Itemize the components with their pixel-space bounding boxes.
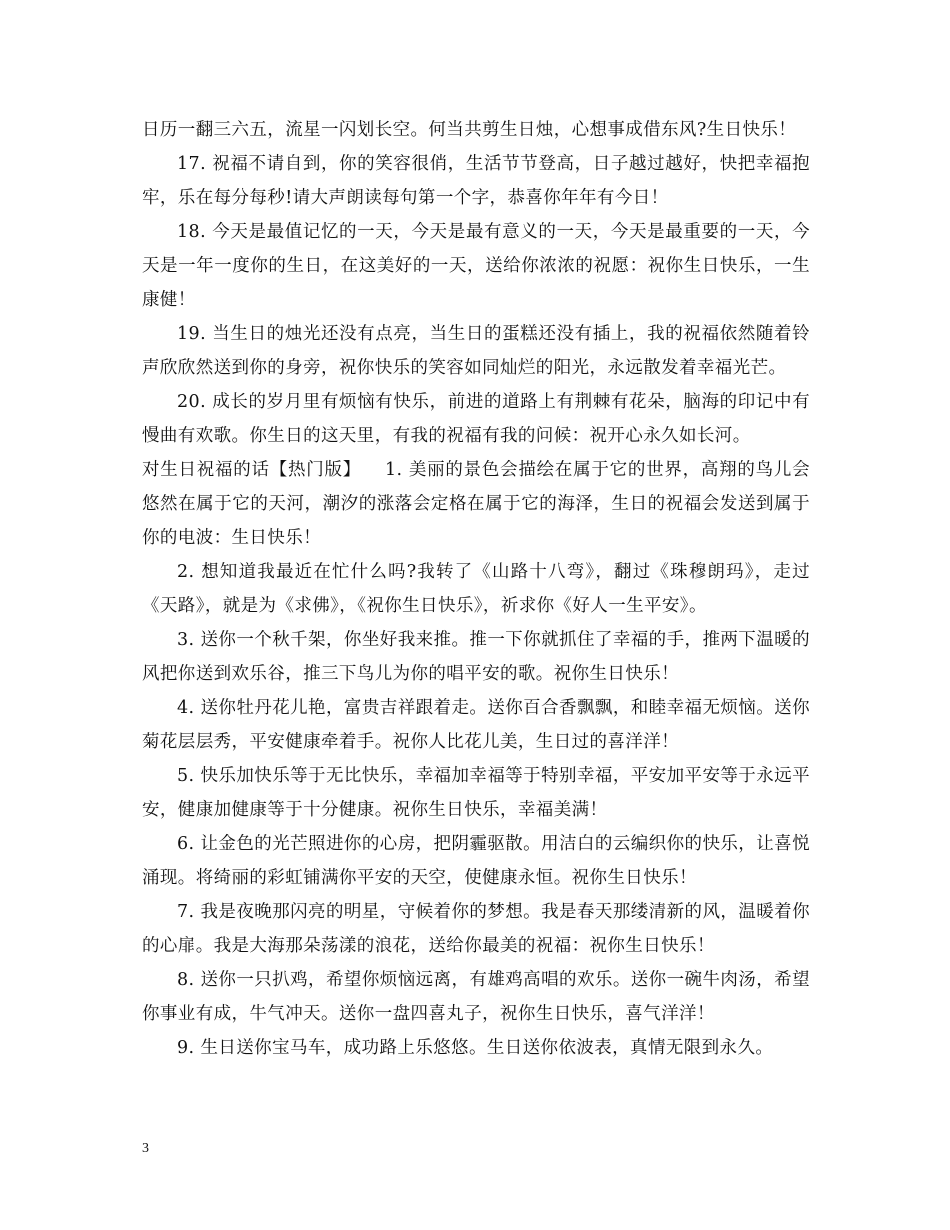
item-5: 5. 快乐加快乐等于无比快乐，幸福加幸福等于特别幸福，平安加平安等于永远平安，健康加健康等于十分健康。祝你生日快乐，幸福美满！ <box>142 766 810 820</box>
item-2: 2. 想知道我最近在忙什么吗?我转了《山路十八弯》，翻过《珠穆朗玛》，走过《天路》，就是为《求佛》，《祝你生日快乐》，祈求你《好人一生平安》。 <box>142 562 810 616</box>
section-first-paragraph <box>142 453 810 555</box>
page-number: 3 <box>142 1141 149 1156</box>
paragraph-18: 18. 今天是最值记忆的一天，今天是最有意义的一天，今天是最重要的一天，今天是一年一度你的生日，在这美好的一天，送给你浓浓的祝愿：祝你生日快乐，一生康健！ <box>142 222 810 310</box>
item-4: 4. 送你牡丹花儿艳，富贵吉祥跟着走。送你百合香飘飘，和睦幸福无烦恼。送你菊花层层秀，平安健康牵着手。祝你人比花儿美，生日过的喜洋洋！ <box>142 698 810 752</box>
document-body <box>142 113 810 1065</box>
paragraph-continuation: 日历一翻三六五，流星一闪划长空。何当共剪生日烛，心想事成借东风?生日快乐！ <box>142 120 797 140</box>
section-heading: 对生日祝福的话【热门版】 <box>142 460 362 480</box>
item-6: 6. 让金色的光芒照进你的心房，把阴霾驱散。用洁白的云编织你的快乐，让喜悦涌现。将绮丽的彩虹铺满你平安的天空，使健康永恒。祝你生日快乐！ <box>142 834 810 888</box>
paragraph-17: 17. 祝福不请自到，你的笑容很俏，生活节节登高，日子越过越好，快把幸福抱牢，乐在每分每秒!请大声朗读每句第一个字，恭喜你年年有今日！ <box>142 154 810 208</box>
item-3: 3. 送你一个秋千架，你坐好我来推。推一下你就抓住了幸福的手，推两下温暖的风把你送到欢乐谷，推三下鸟儿为你的唱平安的歌。祝你生日快乐！ <box>142 630 810 684</box>
item-1: 1. 美丽的景色会描绘在属于它的世界，高翔的鸟儿会悠然在属于它的天河，潮汐的涨落会定格在属于它的海泽，生日的祝福会发送到属于你的电波：生日快乐！ <box>142 460 810 548</box>
item-7: 7. 我是夜晚那闪亮的明星，守候着你的梦想。我是春天那缕清新的风，温暖着你的心扉。我是大海那朵荡漾的浪花，送给你最美的祝福：祝你生日快乐！ <box>142 902 810 956</box>
paragraph-20: 20. 成长的岁月里有烦恼有快乐，前进的道路上有荆棘有花朵，脑海的印记中有慢曲有欢歌。你生日的这天里，有我的祝福有我的问候：祝开心永久如长河。 <box>142 392 810 446</box>
item-9: 9. 生日送你宝马车，成功路上乐悠悠。生日送你依波表，真情无限到永久。 <box>177 1038 774 1058</box>
item-8: 8. 送你一只扒鸡，希望你烦恼远离，有雄鸡高唱的欢乐。送你一碗牛肉汤，希望你事业有成，牛气冲天。送你一盘四喜丸子，祝你生日快乐，喜气洋洋！ <box>142 970 810 1024</box>
paragraph-19: 19. 当生日的烛光还没有点亮，当生日的蛋糕还没有插上，我的祝福依然随着铃声欣欣然送到你的身旁，祝你快乐的笑容如同灿烂的阳光，永远散发着幸福光芒。 <box>142 324 810 378</box>
